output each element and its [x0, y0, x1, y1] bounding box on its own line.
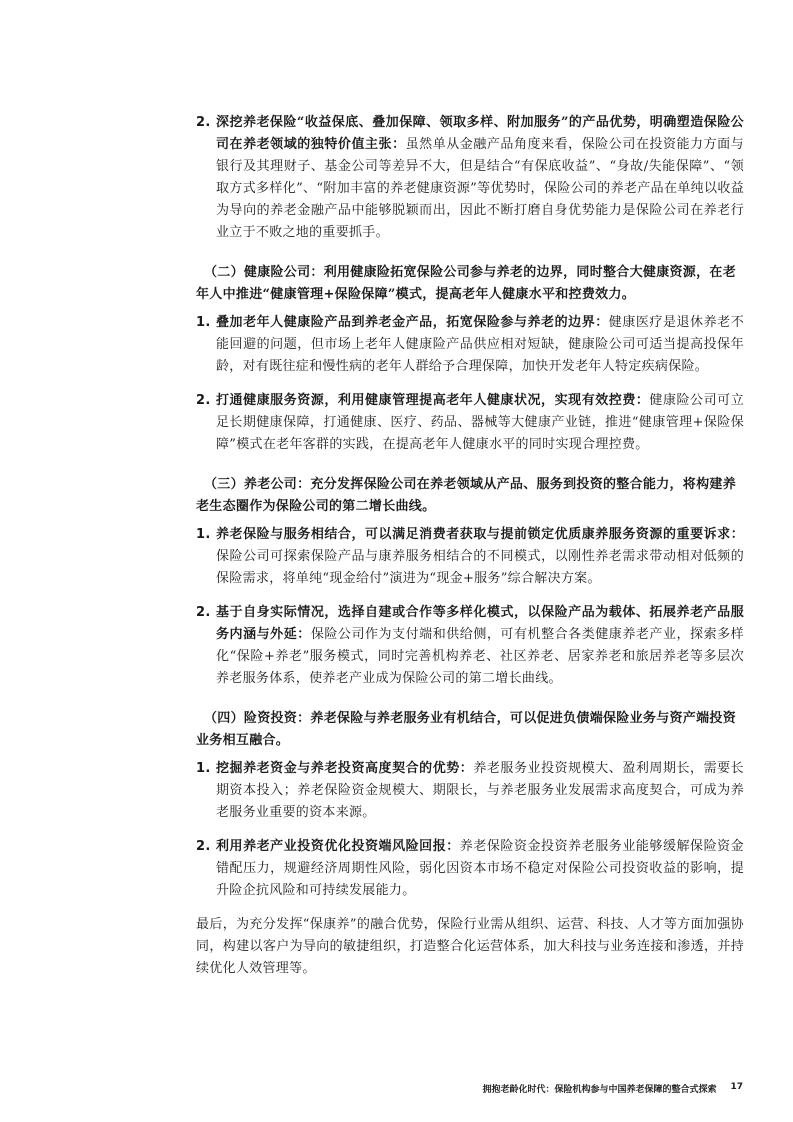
list-item-heading: 挖掘养老资金与养老投资高度契合的优势：	[216, 761, 474, 776]
list-item-heading: 养老保险与服务相结合，可以满足消费者获取与提前锁定优质康养服务资源的重要诉求：	[216, 527, 744, 542]
list-item-text: 健康医疗是退休养老不能回避的问题，但市场上老年人健康险产品供应相对短缺，健康险公司可适当提高投保年龄，对有既往症和慢性病的老年人群给予合理保障，加快开发老年人特定疾病保险。	[216, 315, 744, 374]
list-item	[196, 524, 744, 590]
closing-paragraph: 最后，为充分发挥“保康养”的融合优势，保险行业需从组织、运营、科技、人才等方面加强协同，构建以客户为导向的敏捷组织，打造整合化运营体系，加大科技与业务连接和渗透，并持续优化人效管理等。	[196, 917, 744, 976]
section-heading-investment: （四）险资投资：养老保险与养老服务业有机结合，可以促进负债端保险业务与资产端投资业务相互融合。	[196, 711, 737, 748]
footer-title: 拥抱老龄化时代：保险机构参与中国养老保障的整合式探索	[482, 1085, 717, 1095]
list-item-text: 健康险公司可立足长期健康保障，打通健康、医疗、药品、器械等大健康产业链，推进“健康管理+保险保障”模式在老年客群的实践，在提高老年人健康水平的同时实现合理控费。	[216, 393, 744, 452]
list-item-heading: 利用养老产业投资优化投资端风险回报：	[216, 839, 460, 854]
list-item	[196, 112, 744, 244]
page-footer	[482, 1082, 743, 1095]
list-item-heading: 打通健康服务资源，利用健康管理提高老年人健康状况，实现有效控费：	[216, 393, 650, 408]
list-item-heading: 基于自身实际情况，选择自建或合作等多样化模式，以保险产品为载体、拓展养老产品服务内涵与外延：	[216, 605, 744, 642]
list-item-text: 养老服务业投资规模大、盈利周期长，需要长期资本投入；养老保险资金规模大、期限长，与养老服务业发展需求高度契合，可成为养老服务业重要的资本来源。	[216, 761, 744, 820]
list-number: 1.	[196, 527, 211, 542]
list-item	[196, 390, 744, 456]
list-item-text: 保险公司作为支付端和供给侧，可有机整合各类健康养老产业，探索多样化“保险+养老”服务模式，同时完善机构养老、社区养老、居家养老和旅居养老等多层次养老服务体系，使养老产业成为保险公司的第二增长曲线。	[216, 627, 744, 686]
list-item	[196, 312, 744, 378]
list-item-heading: 叠加老年人健康险产品到养老金产品，拓宽保险参与养老的边界：	[216, 315, 609, 330]
list-number: 1.	[196, 761, 211, 776]
list-item-text: 虽然单从金融产品角度来看，保险公司在投资能力方面与银行及其理财子、基金公司等差异不大，但是结合“有保底收益”、“身故/失能保障”、“领取方式多样化”、“附加丰富的养老健康资源”等优势时，保险公司的养老产品在单纯以收益为导向的养老金融产品中能够脱颖而出，因此不断打磨自身优势能力是保险公司在养老行业立于不败之地的重要抓手。	[216, 137, 744, 240]
section-heading-health: （二）健康险公司：利用健康险拓宽保险公司参与养老的边界，同时整合大健康资源，在老年人中推进“健康管理+保险保障”模式，提高老年人健康水平和控费效力。	[196, 265, 737, 302]
list-item	[196, 602, 744, 690]
list-number: 2.	[196, 115, 211, 130]
list-number: 2.	[196, 839, 211, 854]
list-item-text: 保险公司可探索保险产品与康养服务相结合的不同模式，以刚性养老需求带动相对低频的保险需求，将单纯“现金给付”演进为“现金+服务”综合解决方案。	[216, 549, 744, 586]
list-number: 2.	[196, 605, 211, 620]
list-item	[196, 836, 744, 902]
list-item-text: 养老保险资金投资养老服务业能够缓解保险资金错配压力，规避经济周期性风险，弱化因资本市场不稳定对保险公司投资收益的影响，提升险企抗风险和可持续发展能力。	[216, 839, 744, 898]
list-number: 1.	[196, 315, 211, 330]
list-number: 2.	[196, 393, 211, 408]
list-item	[196, 758, 744, 824]
list-item-heading: 深挖养老保险“收益保底、叠加保障、领取多样、附加服务”的产品优势，明确塑造保险公司在养老领域的独特价值主张：	[216, 115, 744, 152]
page-body	[196, 112, 744, 980]
page-number: 17	[730, 1082, 743, 1092]
section-heading-pension: （三）养老公司：充分发挥保险公司在养老领域从产品、服务到投资的整合能力，将构建养老生态圈作为保险公司的第二增长曲线。	[196, 477, 737, 514]
